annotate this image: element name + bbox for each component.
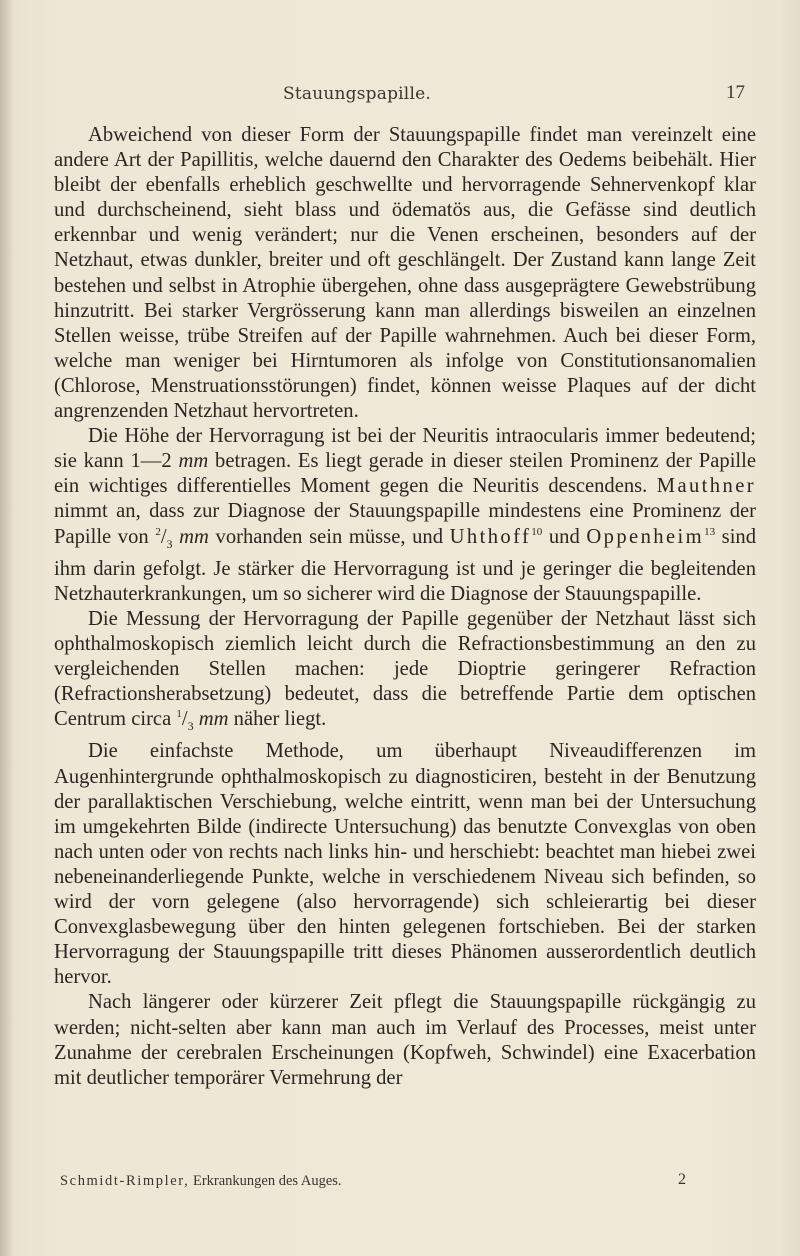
paragraph-2-text-d: vorhanden sein müsse, und (208, 525, 450, 548)
paragraph-2-text-a: Die Höhe der Hervorragung ist bei der Neuritis intraocularis immer bedeutend; sie kann 1—2 (54, 425, 756, 473)
paragraph-3-text-a: Die Messung der Hervorragung der Papille gegenüber der Netzhaut lässt sich ophthalmoskopisch ziemlich leicht durch die Refractionsbestimmung an den zu vergleichenden Stellen machen: jede Dioptrie geringerer Refraction (Refractionsherabsetzung) bedeutet, dass die betreffende Partie dem optischen Centrum circa (54, 607, 756, 731)
unit-mm: mm (198, 708, 229, 731)
binding-shadow (0, 0, 14, 1256)
paragraph-1: Abweichend von dieser Form der Stauungspapille findet man vereinzelt eine andere Art der Papillitis, welche dauernd den Charakter des Oedems beibehält. Hier bleibt der ebenfalls erheblich geschwellte und hervorragende Sehnervenkopf klar und durchscheinend, sieht blass und ödematös aus, die Gefässe sind deutlich erkennbar und wenig verändert; nur die Venen erscheinen, besonders auf der Netzhaut, etwas dunkler, breiter und oft geschlängelt. Der Zustand kann lange Zeit bestehen und selbst in Atrophie übergehen, ohne dass ausgeprägtere Gewebstrübung hinzutritt. Bei starker Vergrösserung kann man allerdings bisweilen an einzelnen Stellen weisse, trübe Streifen auf der Papille wahrnehmen. Auch bei dieser Form, welche man weniger bei Hirntumoren als infolge von Constitutionsanomalien (Chlorose, Menstruationsstörungen) findet, können weisse Plaques auf der dicht angrenzenden Netzhaut hervortreten. (54, 124, 756, 423)
page-header (0, 82, 800, 112)
footer-author: Schmidt-Rimpler, (60, 1173, 190, 1189)
author-name-oppenheim: Oppenheim (586, 525, 705, 548)
footer-credit (60, 1173, 342, 1190)
paragraph-2-text-e: und (542, 525, 587, 548)
fraction-numerator: 2 (155, 525, 161, 538)
paragraph-3-text-b: näher liegt. (228, 708, 327, 731)
footer-title: Erkrankungen des Auges. (189, 1173, 342, 1189)
body-text (54, 123, 756, 1091)
page-footer (60, 1173, 750, 1195)
paragraph-3: Die Messung der Hervorragung der Papille gegenüber der Netzhaut lässt sich ophthalmoskopisch ziemlich leicht durch die Refractionsbestimmung an den zu vergleichenden Stellen machen: jede Dioptrie geringerer Refraction (Refractionsherabsetzung) bedeutet, dass die betreffende Partie dem optischen Centrum circa $^1/_3$ mm näher liegt. (54, 607, 756, 734)
author-name-mauthner: Mauthner (656, 475, 756, 498)
paragraph-4: Die einfachste Methode, um überhaupt Niveaudifferenzen im Augenhintergrunde ophthalmoskopisch zu diagnosticiren, besteht in der Benutzung der parallaktischen Verschiebung, welche eintritt, wenn man bei der Untersuchung im umgekehrten Bilde (indirecte Untersuchung) das benutzte Convexglas von oben nach unten oder von rechts nach links hin- und herschiebt: beachtet man hiebei zwei nebeneinanderliegende Punkte, welche in verschiedenem Niveau sich befinden, so wird der vorn gelegene (also hervorragende) sich schleierartig bei dieser Convexglasbewegung über den hinten gelegenen fortschieben. Bei der starken Hervorragung der Stauungspapille tritt dieses Phänomen ausserordentlich deutlich hervor. (54, 740, 756, 989)
paragraph-2-text-f: sind ihm darin gefolgt. Je stärker die Hervorragung ist und je geringer die begleitenden Netzhauterkrankungen, um so sicherer wird die Diagnose der Stauungspapille. (54, 525, 757, 605)
author-name-uhthoff: Uhthoff (449, 525, 532, 548)
paragraph-5: Nach längerer oder kürzerer Zeit pflegt die Stauungspapille rückgängig zu werden; nicht-selten aber kann man auch im Verlauf des Processes, meist unter Zunahme der cerebralen Erscheinungen (Kopfweh, Schwindel) eine Exacerbation mit deutlicher temporärer Vermehrung der (54, 991, 756, 1089)
reference-mark: 13 (704, 525, 716, 538)
fraction-numerator: 1 (176, 708, 182, 721)
paragraph-2-text-c: nimmt an, dass zur Diagnose der Stauungspapille mindestens eine Prominenz der Papille von (54, 500, 756, 548)
signature-mark: 2 (678, 1171, 686, 1188)
fraction-denominator: 3 (166, 536, 173, 551)
reference-mark: 10 (531, 525, 543, 538)
paragraph-2-text-b: betragen. Es liegt gerade in dieser steilen Prominenz der Papille ein wichtiges differentielles Moment gegen die Neuritis descendens. (54, 450, 756, 498)
page-number: 17 (726, 82, 745, 103)
unit-mm: mm (179, 525, 209, 548)
paragraph-2: Die Höhe der Hervorragung ist bei der Neuritis intraocularis immer bedeutend; sie kann 1—2 mm betragen. Es liegt gerade in dieser steilen Prominenz der Papille ein wichtiges differentielles Moment gegen die Neuritis descendens. Mauthner nimmt an, dass zur Diagnose der Stauungspapille mindestens eine Prominenz der Papille von $^2/_3$ mm vorhanden sein müsse, und Uhthoff$^{10}$ und Oppenheim$^{13}$ sind ihm darin gefolgt. Je stärker die Hervorragung ist und je geringer die begleitenden Netzhauterkrankungen, um so sicherer wird die Diagnose der Stauungspapille. (54, 425, 757, 605)
unit-mm: mm (178, 450, 209, 473)
running-head: Stauungspapille. (283, 84, 431, 104)
fraction-denominator: 3 (187, 719, 194, 734)
